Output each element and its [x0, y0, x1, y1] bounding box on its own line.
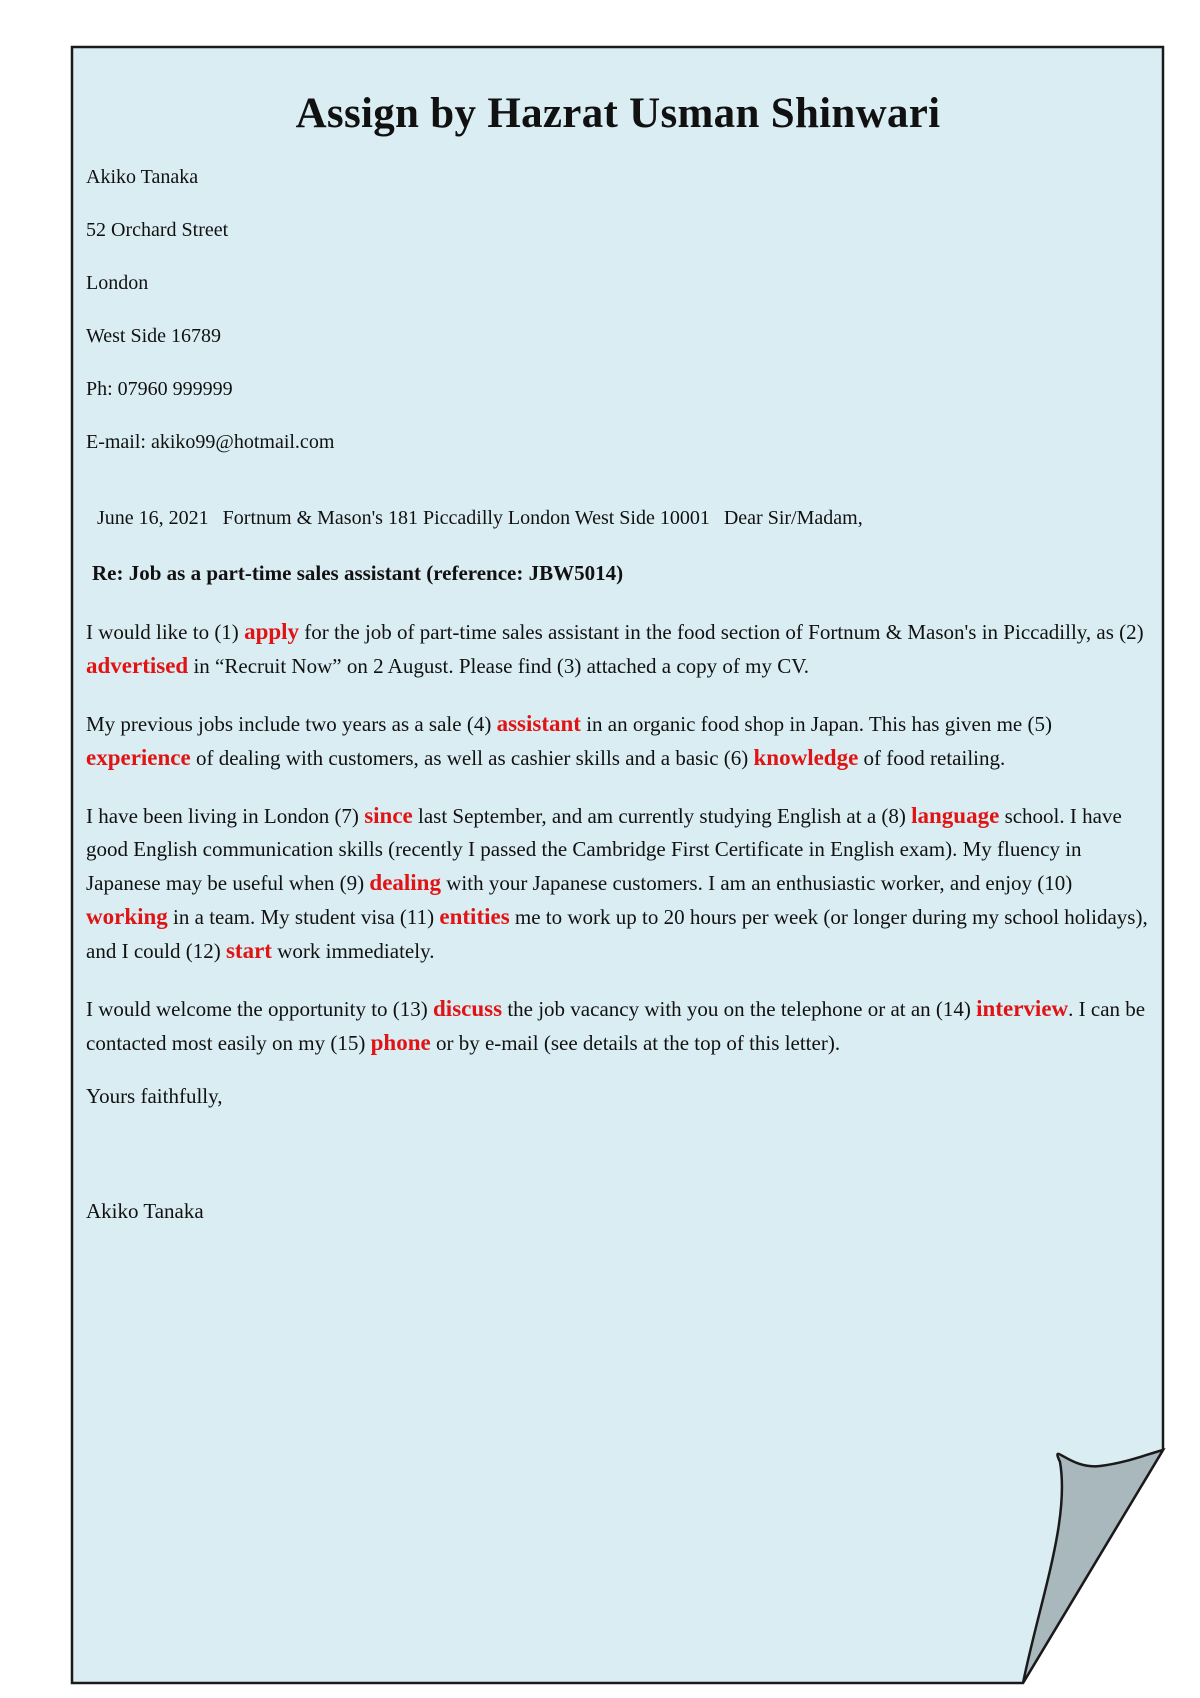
answer-4: assistant	[496, 711, 581, 736]
sender-name: Akiko Tanaka	[86, 166, 199, 188]
answer-6: knowledge	[753, 745, 859, 770]
text: with your Japanese customers. I am an enthusiastic worker, and enjoy (10)	[440, 871, 1073, 895]
sender-city: London	[86, 272, 149, 294]
text: in “Recruit Now” on 2 August. Please find (3) attached a copy of my CV.	[188, 654, 809, 678]
paragraph-4	[86, 992, 1150, 1060]
paragraph-1	[86, 615, 1150, 683]
answer-11: entities	[439, 904, 510, 929]
text: I would like to (1)	[86, 620, 245, 644]
sender-region: West Side 16789	[86, 325, 222, 347]
answer-12: start	[225, 938, 272, 963]
letter-date: June 16, 2021	[97, 507, 209, 529]
text: school. I have good English communication skills (recently I passed the Cambridge First Certificate in English exam). My fluency in Japanese may be useful when (9)	[86, 804, 1122, 895]
page-title: Assign by Hazrat Usman Shinwari	[295, 90, 941, 137]
text: the job vacancy with you on the telephone or at an (14)	[502, 997, 977, 1021]
text: in a team. My student visa (11)	[167, 905, 440, 929]
answer-9: dealing	[369, 870, 441, 895]
subject-line: Re: Job as a part-time sales assistant (reference: JBW5014)	[92, 561, 624, 585]
text: My previous jobs include two years as a sale (4)	[86, 712, 497, 736]
closing: Yours faithfully,	[86, 1084, 223, 1108]
text: I have been living in London (7)	[86, 804, 365, 828]
text: I would welcome the opportunity to (13)	[86, 997, 434, 1021]
answer-7: since	[364, 803, 413, 828]
text: of food retailing.	[858, 746, 1006, 770]
dateline	[97, 506, 1150, 530]
sender-street: 52 Orchard Street	[86, 219, 229, 241]
text: last September, and am currently studying English at a (8)	[412, 804, 912, 828]
text: for the job of part-time sales assistant in the food section of Fortnum & Mason's in Piccadilly, as (2)	[299, 620, 1144, 644]
text: of dealing with customers, as well as cashier skills and a basic (6)	[190, 746, 754, 770]
answer-10: working	[86, 904, 168, 929]
answer-14: interview	[976, 996, 1069, 1021]
answer-13: discuss	[433, 996, 503, 1021]
letter	[86, 70, 1150, 1223]
signature: Akiko Tanaka	[86, 1199, 204, 1223]
answer-5: experience	[86, 745, 191, 770]
text: in an organic food shop in Japan. This has given me (5)	[580, 712, 1052, 736]
answer-8: language	[911, 803, 1000, 828]
paragraph-2	[86, 707, 1150, 775]
sender-phone: Ph: 07960 999999	[86, 378, 233, 400]
text: or by e-mail (see details at the top of this letter).	[430, 1031, 841, 1055]
paragraph-3	[86, 799, 1150, 968]
answer-1: apply	[244, 619, 300, 644]
salutation: Dear Sir/Madam,	[723, 507, 863, 529]
answer-2: advertised	[86, 653, 189, 678]
sender-email: E-mail: akiko99@hotmail.com	[86, 431, 335, 453]
text: work immediately.	[271, 939, 435, 963]
recipient-address: Fortnum & Mason's 181 Piccadilly London West Side 10001	[222, 507, 710, 529]
text: me to work up to 20 hours per week (or longer during my school holidays), and I could (12)	[86, 905, 1148, 963]
text: . I can be contacted most easily on my (15)	[86, 997, 1146, 1055]
answer-15: phone	[370, 1030, 431, 1055]
